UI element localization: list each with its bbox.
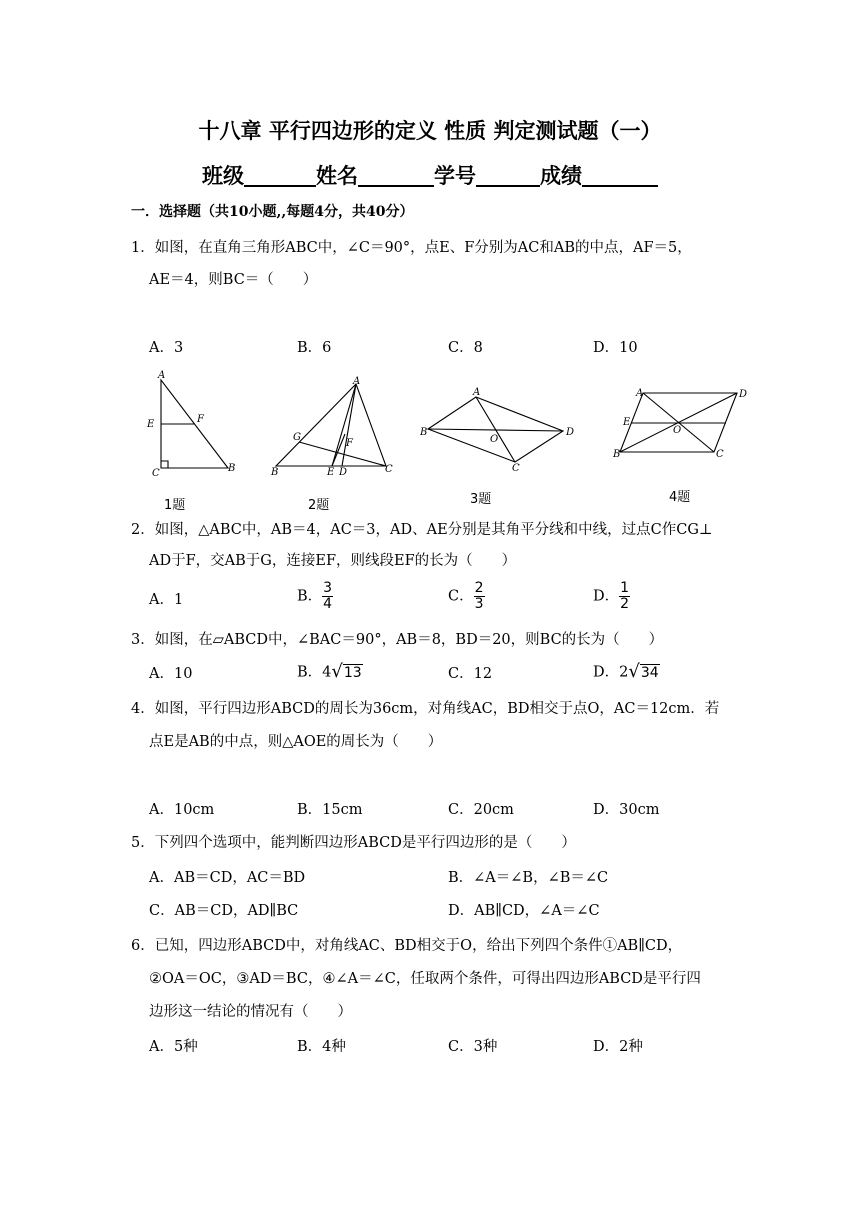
- name-label: 姓名: [316, 164, 358, 188]
- q4-text-line1: 4．如图，平行四边形ABCD的周长为36cm，对角线AC，BD相交于点O，AC＝12cm．若: [131, 701, 720, 717]
- fraction-denominator: 2: [620, 596, 630, 612]
- fraction-numerator: 2: [474, 580, 484, 596]
- fig4-label-b: B: [613, 449, 621, 460]
- fraction-numerator: 1: [620, 580, 630, 596]
- q6-text-line1: 6．已知，四边形ABCD中，对角线AC、BD相交于O，给出下列四个条件①AB∥CD，: [131, 938, 683, 954]
- q6-text-line3: 边形这一结论的情况有（ ）: [149, 1004, 352, 1020]
- q2-option-d: [593, 581, 630, 612]
- fig1-label-c: C: [152, 468, 160, 479]
- fig2-label-e: E: [327, 467, 335, 478]
- name-blank: [358, 163, 434, 187]
- q3-option-d: [593, 662, 660, 683]
- fig1-label-b: B: [228, 463, 236, 474]
- fraction-one-half: [619, 581, 630, 612]
- sqrt-34: [628, 662, 659, 683]
- fig4-label-c: C: [716, 449, 724, 460]
- q3-option-d-prefix: D．2: [593, 664, 629, 681]
- q2-option-c-prefix: C．: [448, 588, 474, 605]
- q4-text-line2: 点E是AB的中点，则△AOE的周长为（ ）: [149, 734, 443, 750]
- fig1-label-f: F: [197, 414, 204, 425]
- figure-1-right-triangle: [140, 370, 250, 480]
- score-blank: [582, 163, 658, 187]
- q2-option-a: A．1: [149, 592, 184, 608]
- page-title: 十八章 平行四边形的定义 性质 判定测试题（一）: [198, 119, 662, 143]
- radical-sign-icon: √: [628, 661, 640, 682]
- q6-option-a: A．5种: [149, 1039, 198, 1055]
- q4-option-a: A．10cm: [149, 802, 215, 818]
- figure-3-parallelogram: [418, 385, 583, 480]
- q3-option-c: C．12: [448, 666, 493, 682]
- q1-option-b: B．6: [297, 340, 332, 356]
- figure-1-caption: 1题: [164, 498, 186, 513]
- fraction-denominator: 4: [323, 596, 333, 612]
- radicand: 34: [640, 665, 659, 681]
- q1-text-line2: AE＝4，则BC＝（ ）: [149, 272, 318, 288]
- fig4-label-o: O: [673, 425, 682, 436]
- q3-text-line1: 3．如图，在▱ABCD中，∠BAC＝90°，AB＝8，BD＝20，则BC的长为（ ）: [131, 632, 664, 648]
- q2-option-b: [297, 581, 333, 612]
- sqrt-13: [331, 662, 362, 683]
- figure-4-parallelogram: [612, 383, 752, 463]
- radicand: 13: [343, 665, 362, 681]
- class-label: 班级: [202, 164, 244, 188]
- figure-3-caption: 3题: [470, 492, 492, 507]
- figure-4-caption: 4题: [669, 490, 691, 505]
- q3-option-a: A．10: [149, 666, 193, 682]
- q1-text-line1: 1．如图，在直角三角形ABC中，∠C＝90°，点E、F分别为AC和AB的中点，AF＝5，: [131, 240, 692, 256]
- q2-text-line1: 2．如图，△ABC中，AB＝4，AC＝3，AD、AE分别是其角平分线和中线，过点C作CG⊥: [131, 522, 713, 538]
- q3-option-b: [297, 662, 363, 683]
- q1-option-d: D．10: [593, 340, 638, 356]
- fig4-label-d: D: [739, 389, 748, 400]
- q3-option-b-prefix: B．4: [297, 664, 332, 681]
- q1-option-c: C．8: [448, 340, 483, 356]
- fig2-label-a: A: [353, 376, 361, 387]
- fraction-three-quarters: [322, 581, 333, 612]
- fig4-label-e: E: [623, 417, 631, 428]
- q5-option-b: B．∠A＝∠B，∠B＝∠C: [448, 870, 609, 886]
- q2-text-line2: AD于F，交AB于G，连接EF，则线段EF的长为（ ）: [149, 553, 517, 569]
- fig2-label-d: D: [339, 467, 348, 478]
- figure-2-caption: 2题: [308, 498, 330, 513]
- fig3-label-c: C: [512, 463, 520, 474]
- q5-option-c: C．AB＝CD，AD∥BC: [149, 903, 299, 919]
- id-blank: [476, 163, 540, 187]
- q4-option-b: B．15cm: [297, 802, 363, 818]
- section-heading: 一．选择题（共10小题,,每题4分，共40分）: [131, 204, 414, 220]
- fig2-label-g: G: [293, 432, 301, 443]
- q6-option-b: B．4种: [297, 1039, 346, 1055]
- q2-option-b-prefix: B．: [297, 588, 323, 605]
- student-info-line: [0, 160, 860, 190]
- q5-option-d: D．AB∥CD，∠A＝∠C: [448, 903, 600, 919]
- fig2-label-f: F: [346, 438, 353, 449]
- fraction-denominator: 3: [474, 596, 484, 612]
- q4-option-c: C．20cm: [448, 802, 514, 818]
- class-blank: [244, 163, 316, 187]
- q2-option-c: [448, 581, 485, 612]
- q5-text-line1: 5．下列四个选项中，能判断四边形ABCD是平行四边形的是（ ）: [131, 835, 576, 851]
- id-label: 学号: [434, 164, 476, 188]
- radical-sign-icon: √: [331, 661, 343, 682]
- q2-option-d-prefix: D．: [593, 588, 620, 605]
- fig3-label-o: O: [490, 434, 499, 445]
- q6-option-d: D．2种: [593, 1039, 643, 1055]
- figure-2-triangle: [268, 372, 398, 482]
- q6-option-c: C．3种: [448, 1039, 498, 1055]
- score-label: 成绩: [540, 164, 582, 188]
- q4-option-d: D．30cm: [593, 802, 660, 818]
- fig2-label-b: B: [271, 467, 279, 478]
- fig3-label-b: B: [420, 427, 428, 438]
- q1-option-a: A．3: [149, 340, 184, 356]
- q6-text-line2: ②OA＝OC，③AD＝BC，④∠A＝∠C，任取两个条件，可得出四边形ABCD是平行四: [149, 971, 701, 987]
- fraction-numerator: 3: [323, 580, 333, 596]
- fig3-label-a: A: [473, 387, 481, 398]
- fig3-label-d: D: [566, 427, 575, 438]
- fig4-label-a: A: [636, 388, 644, 399]
- fraction-two-thirds: [474, 581, 485, 612]
- fig2-label-c: C: [385, 464, 393, 475]
- fig1-label-e: E: [147, 419, 155, 430]
- fig1-label-a: A: [158, 370, 166, 381]
- q5-option-a: A．AB＝CD，AC＝BD: [149, 870, 306, 886]
